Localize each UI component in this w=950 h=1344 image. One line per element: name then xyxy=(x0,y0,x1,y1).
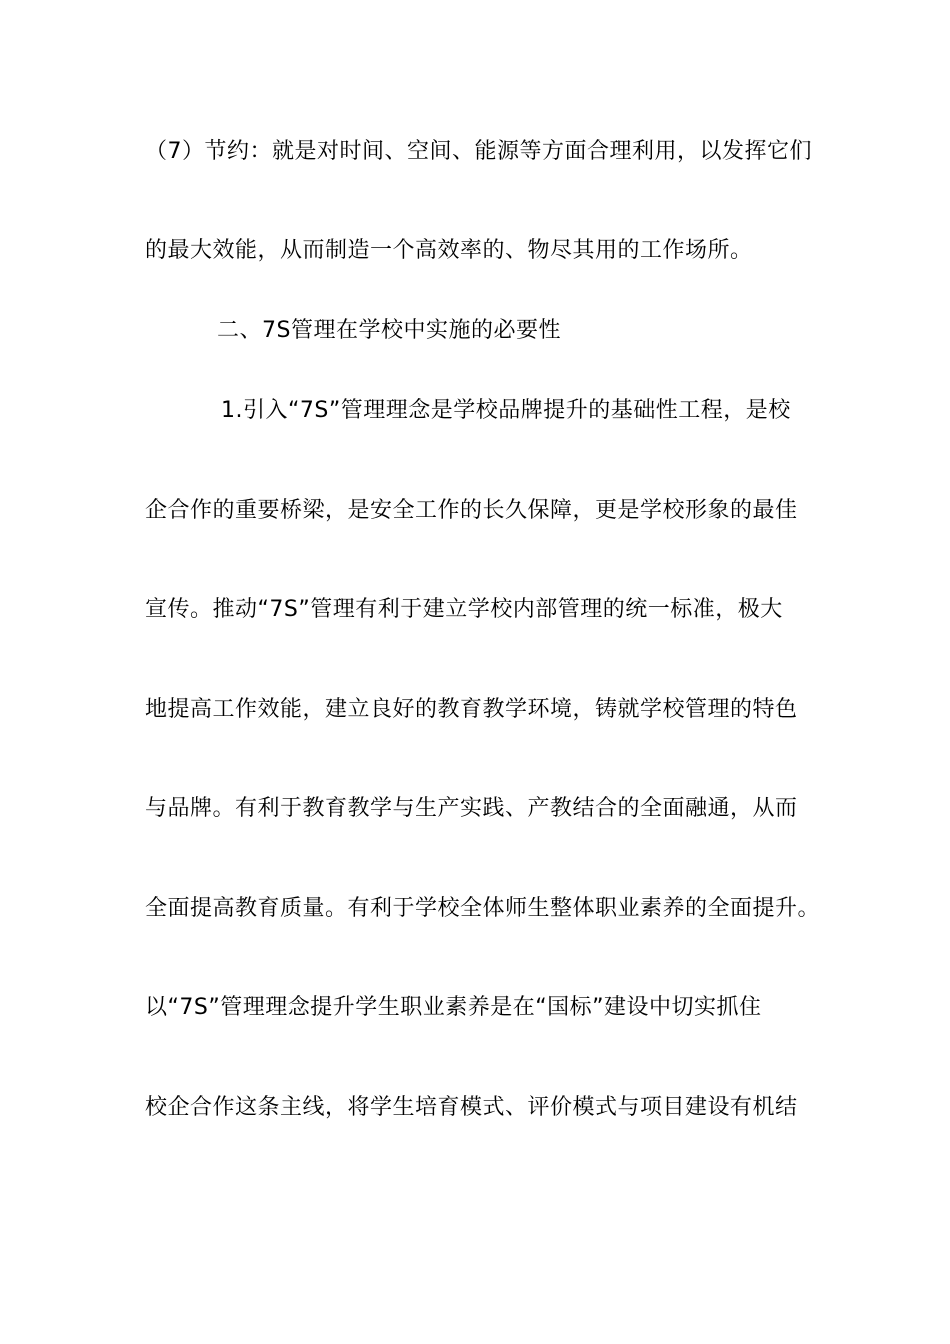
paragraph-line: 校企合作这条主线，将学生培育模式、评价模式与项目建设有机结 xyxy=(145,1095,798,1120)
paragraph-line: 地提高工作效能，建立良好的教育教学环境，铸就学校管理的特色 xyxy=(145,697,798,722)
paragraph-line: 宣传。推动“7S”管理有利于建立学校内部管理的统一标准，极大 xyxy=(145,597,783,622)
paragraph-line: 企合作的重要桥梁，是安全工作的长久保障，更是学校形象的最佳 xyxy=(145,498,798,523)
paragraph-line: 1.引入“7S”管理理念是学校品牌提升的基础性工程，是校 xyxy=(221,398,791,423)
paragraph-line: 以“7S”管理理念提升学生职业素养是在“国标”建设中切实抓住 xyxy=(145,995,762,1020)
paragraph-line: （7）节约：就是对时间、空间、能源等方面合理利用，以发挥它们 xyxy=(145,139,812,164)
paragraph-line: 全面提高教育质量。有利于学校全体师生整体职业素养的全面提升。 xyxy=(145,896,821,921)
paragraph-line: 的最大效能，从而制造一个高效率的、物尽其用的工作场所。 xyxy=(145,238,753,263)
section-heading: 二、7S管理在学校中实施的必要性 xyxy=(217,318,561,343)
paragraph-line: 与品牌。有利于教育教学与生产实践、产教结合的全面融通，从而 xyxy=(145,796,798,821)
